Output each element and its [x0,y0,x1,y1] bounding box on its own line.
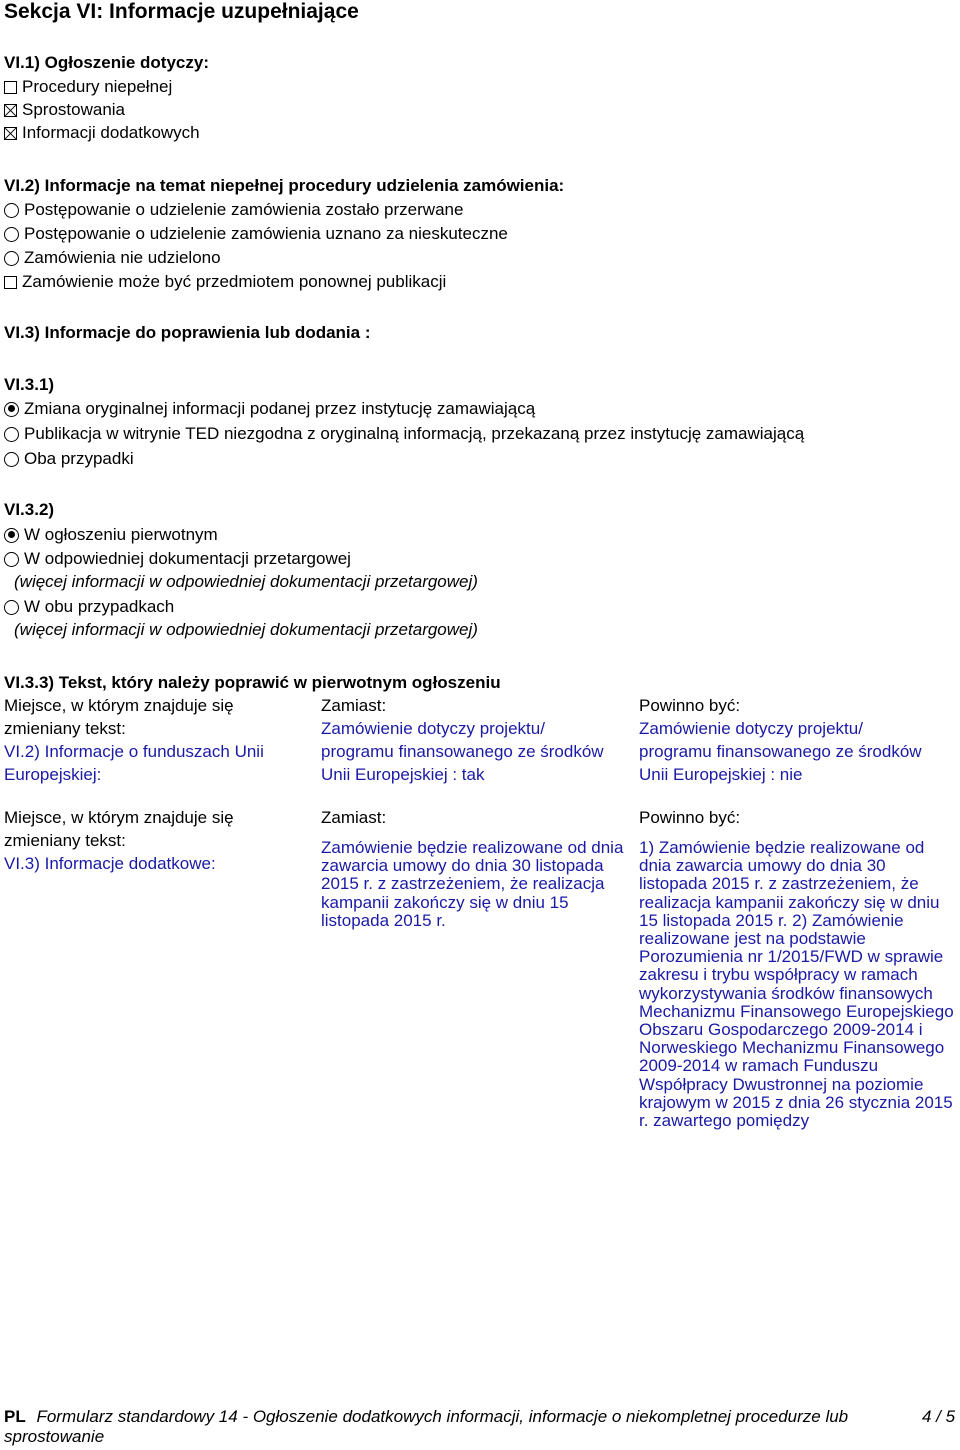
option-label: Zamówienie może być przedmiotem ponownej publikacji [22,272,447,291]
footer-lang: PL [4,1407,26,1426]
option-label: Zamówienia nie udzielono [24,248,221,267]
vi31-heading: VI.3.1) [4,375,55,394]
correction-row-2-should [639,806,957,1130]
radio-przerwane[interactable] [4,199,463,221]
option-label: Zmiana oryginalnej informacji podanej przez instytucję zamawiającą [24,399,536,418]
selected-radio-icon[interactable] [4,402,19,417]
radio-oba-przypadki[interactable] [4,448,134,470]
checked-checkbox-icon[interactable] [4,104,17,117]
radio-icon[interactable] [4,427,19,442]
option-label: Procedury niepełnej [22,77,173,96]
option-label: Oba przypadki [24,449,134,468]
page-footer [4,1407,884,1447]
radio-icon[interactable] [4,203,19,218]
radio-ted-niezgodna[interactable] [4,423,804,445]
radio-nie-udzielono[interactable] [4,247,221,269]
column-header-place: Miejsce, w którym znajduje się zmieniany tekst: [4,808,234,850]
column-header-instead: Zamiast: [321,696,387,715]
column-header-should: Powinno być: [639,808,741,827]
checkbox-ponowna-publikacja[interactable] [4,271,446,293]
radio-ogloszenie-pierwotne[interactable] [4,524,218,546]
option-note: (więcej informacji w odpowiedniej dokumentacji przetargowej) [14,620,478,639]
column-header-place: Miejsce, w którym znajduje się zmieniany tekst: [4,696,234,738]
vi3-heading: VI.3) Informacje do poprawienia lub dodania : [4,323,371,342]
column-header-instead: Zamiast: [321,808,387,827]
option-note: (więcej informacji w odpowiedniej dokumentacji przetargowej) [14,572,478,591]
option-informacji-dodatkowych[interactable] [4,122,200,144]
radio-icon[interactable] [4,452,19,467]
checkbox-icon[interactable] [4,81,17,94]
radio-icon[interactable] [4,552,19,567]
option-label: W ogłoszeniu pierwotnym [24,525,218,544]
column-header-should: Powinno być: [639,696,741,715]
option-label: Informacji dodatkowych [22,123,200,142]
vi32-heading: VI.3.2) [4,500,55,519]
vi1-heading: VI.1) Ogłoszenie dotyczy: [4,53,209,72]
should-value: 1) Zamówienie będzie realizowane od dnia zawarcia umowy do dnia 30 listopada 2015 r. z zastrzeżeniem, że realizacja kampanii zakończy się w dniu 15 listopada 2015 r. 2) Zamówienie realizowane jest na podstawie Porozumienia nr 1/2015/FWD w sprawie zakresu i trybu współpracy w ramach wykorzystywania środków finansowych Mechanizmu Finansowego Europejskiego Obszaru Gospodarczego 2009-2014 i Norweskiego Mechanizmu Finansowego 2009-2014 w ramach Funduszu Współpracy Dwustronnej na poziomie krajowym w 2015 z dnia 26 stycznia 2015 r. zawartego pomiędzy [639,838,954,1131]
checked-checkbox-icon[interactable] [4,127,17,140]
vi33-heading: VI.3.3) Tekst, który należy poprawić w pierwotnym ogłoszeniu [4,673,501,692]
correction-row-1-instead [321,694,621,786]
place-value: VI.2) Informacje o funduszach Unii Europejskiej: [4,742,264,784]
radio-nieskuteczne[interactable] [4,223,508,245]
page-number: 4 / 5 [922,1407,956,1426]
option-label: Publikacja w witrynie TED niezgodna z oryginalną informacją, przekazaną przez instytucję zamawiającą [24,424,805,443]
option-label: Sprostowania [22,100,126,119]
radio-dokumentacja[interactable] [4,548,351,570]
correction-row-1-place [4,694,304,786]
correction-row-2-instead [321,806,639,930]
section-title: Sekcja VI: Informacje uzupełniające [4,0,359,23]
correction-row-2-place [4,806,304,875]
option-label: Postępowanie o udzielenie zamówienia uznano za nieskuteczne [24,224,508,243]
option-label: W obu przypadkach [24,597,175,616]
selected-radio-icon[interactable] [4,528,19,543]
option-procedury-niepelnej[interactable] [4,76,172,98]
place-value: VI.3) Informacje dodatkowe: [4,854,216,873]
checkbox-icon[interactable] [4,276,17,289]
radio-icon[interactable] [4,251,19,266]
option-label: Postępowanie o udzielenie zamówienia zostało przerwane [24,200,464,219]
radio-icon[interactable] [4,227,19,242]
option-sprostowania[interactable] [4,99,125,121]
instead-value: Zamówienie dotyczy projektu/ programu finansowanego ze środków Unii Europejskiej : tak [321,719,604,784]
should-value: Zamówienie dotyczy projektu/ programu finansowanego ze środków Unii Europejskiej : nie [639,719,922,784]
instead-value: Zamówienie będzie realizowane od dnia zawarcia umowy do dnia 30 listopada 2015 r. z zastrzeżeniem, że realizacja kampanii zakończy się w dniu 15 listopada 2015 r. [321,838,624,930]
vi2-heading: VI.2) Informacje na temat niepełnej procedury udzielenia zamówienia: [4,176,565,195]
radio-zmiana-oryginalnej[interactable] [4,398,535,420]
option-label: W odpowiedniej dokumentacji przetargowej [24,549,351,568]
correction-row-1-should [639,694,939,786]
footer-title: Formularz standardowy 14 - Ogłoszenie dodatkowych informacji, informacje o niekompletnej procedurze lub sprostowanie [4,1407,849,1446]
radio-obu-przypadkach[interactable] [4,596,174,618]
radio-icon[interactable] [4,600,19,615]
